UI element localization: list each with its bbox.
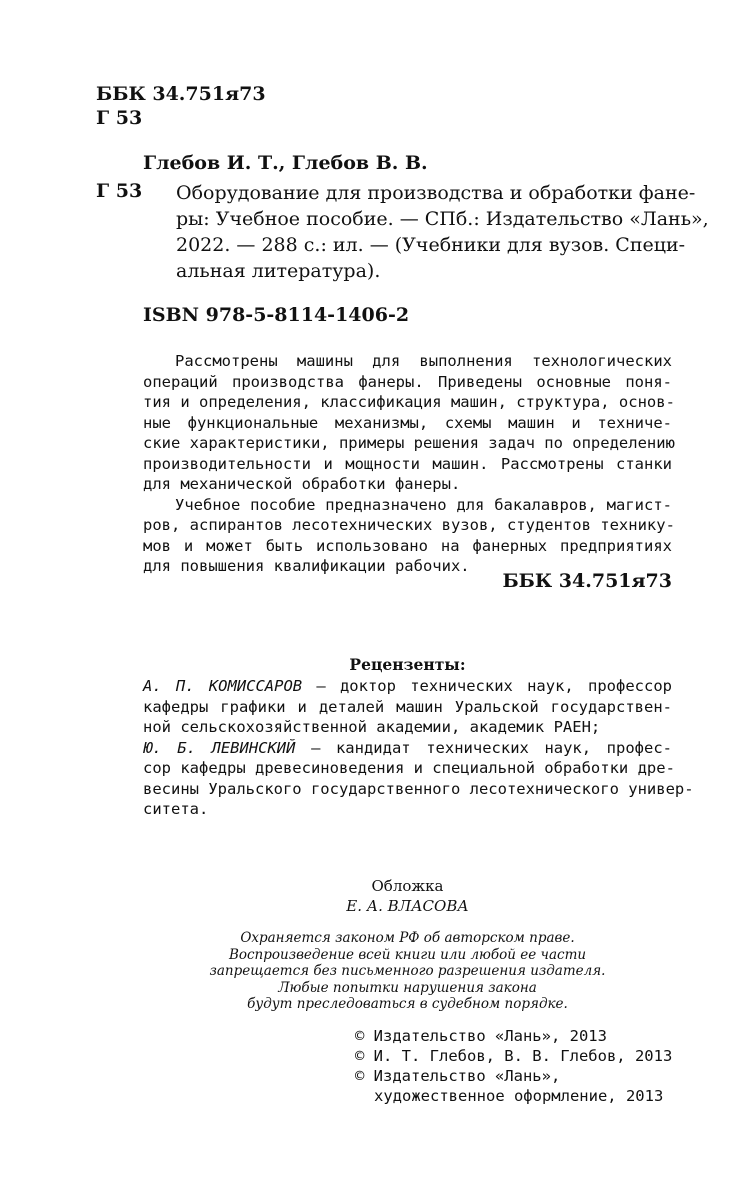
copyright-notice (143, 930, 672, 1013)
abstract-line: мов и может быть использовано на фанерных предприятиях (143, 536, 672, 555)
abstract-line: производительности и мощности машин. Рассмотрены станки (143, 454, 672, 473)
cover-label: Обложка (371, 877, 444, 895)
reviewer-line (143, 676, 672, 697)
copyright-line: © Издательство «Лань», 2013 (355, 1027, 607, 1045)
reviewer-text: — доктор технических наук, профессор (302, 677, 672, 695)
abstract (143, 351, 675, 577)
bib-line: 2022. — 288 с.: ил. — (Учебники для вузов. Специ- (176, 234, 686, 256)
copyright-line: © И. Т. Глебов, В. В. Глебов, 2013 (355, 1047, 673, 1065)
reviewer-name: А. П. КОМИССАРОВ (143, 677, 303, 695)
abstract-line: Рассмотрены машины для выполнения технологических (175, 352, 672, 370)
abstract-line: Учебное пособие предназначено для бакалавров, магист- (175, 495, 672, 514)
bbk-code: ББК 34.751я73 (96, 83, 266, 105)
abstract-line: для повышения квалификации рабочих. (143, 557, 470, 575)
copyright-line: © Издательство «Лань», (355, 1067, 561, 1085)
copyright-holders (355, 1026, 672, 1106)
isbn: ISBN 978-5-8114-1406-2 (143, 304, 410, 326)
reviewer-line: ной сельскохозяйственной академии, академик РАЕН; (143, 718, 601, 736)
notice-line: будут преследоваться в судебном порядке. (247, 996, 568, 1012)
cover-designer: Е. А. ВЛАСОВА (346, 897, 469, 915)
author-mark: Г 53 (96, 107, 143, 129)
bib-line: Оборудование для производства и обработки фане- (176, 182, 696, 204)
reviewer-line: весины Уральского государственного лесотехнического универ- (143, 779, 694, 798)
reviewer-name: Ю. Б. ЛЕВИНСКИЙ (143, 738, 296, 757)
abstract-line: для механической обработки фанеры. (143, 475, 461, 493)
bbk-header (96, 82, 266, 130)
notice-line: запрещается без письменного разрешения издателя. (209, 963, 606, 979)
reviewer-line: кафедры графики и деталей машин Уральской государствен- (143, 697, 672, 716)
abstract-line: операций производства фанеры. Приведены основные поня- (143, 372, 672, 391)
copyright-line: художественное оформление, 2013 (374, 1087, 664, 1105)
bib-line: альная литература). (176, 260, 381, 282)
book-authors: Глебов И. Т., Глебов В. В. (143, 152, 428, 174)
reviewer-line (143, 738, 672, 759)
reviewer-text: — кандидат технических наук, профес- (295, 738, 672, 757)
author-mark-side: Г 53 (96, 180, 143, 202)
reviewer-line: ситета. (143, 800, 209, 818)
bib-line: ры: Учебное пособие. — СПб.: Издательство «Лань», (176, 208, 709, 230)
abstract-line: ные функциональные механизмы, схемы машин и техниче- (143, 413, 672, 432)
abstract-line: тия и определения, классификация машин, структура, основ- (143, 393, 675, 411)
notice-line: Любые попытки нарушения закона (278, 979, 537, 996)
reviewer-line: сор кафедры древесиноведения и специальной обработки дре- (143, 759, 675, 777)
bibliographic-description (176, 180, 709, 284)
cover-credit (143, 876, 672, 916)
reviewers-title: Рецензенты: (349, 655, 466, 674)
bbk-code-right: ББК 34.751я73 (502, 570, 672, 592)
reviewers-list (143, 676, 694, 820)
notice-line: Охраняется законом РФ об авторском праве. (240, 930, 575, 946)
notice-line: Воспроизведение всей книги или любой ее части (228, 946, 587, 963)
abstract-line: ские характеристики, примеры решения задач по определению (143, 434, 675, 452)
abstract-line: ров, аспирантов лесотехнических вузов, студентов технику- (143, 516, 675, 534)
